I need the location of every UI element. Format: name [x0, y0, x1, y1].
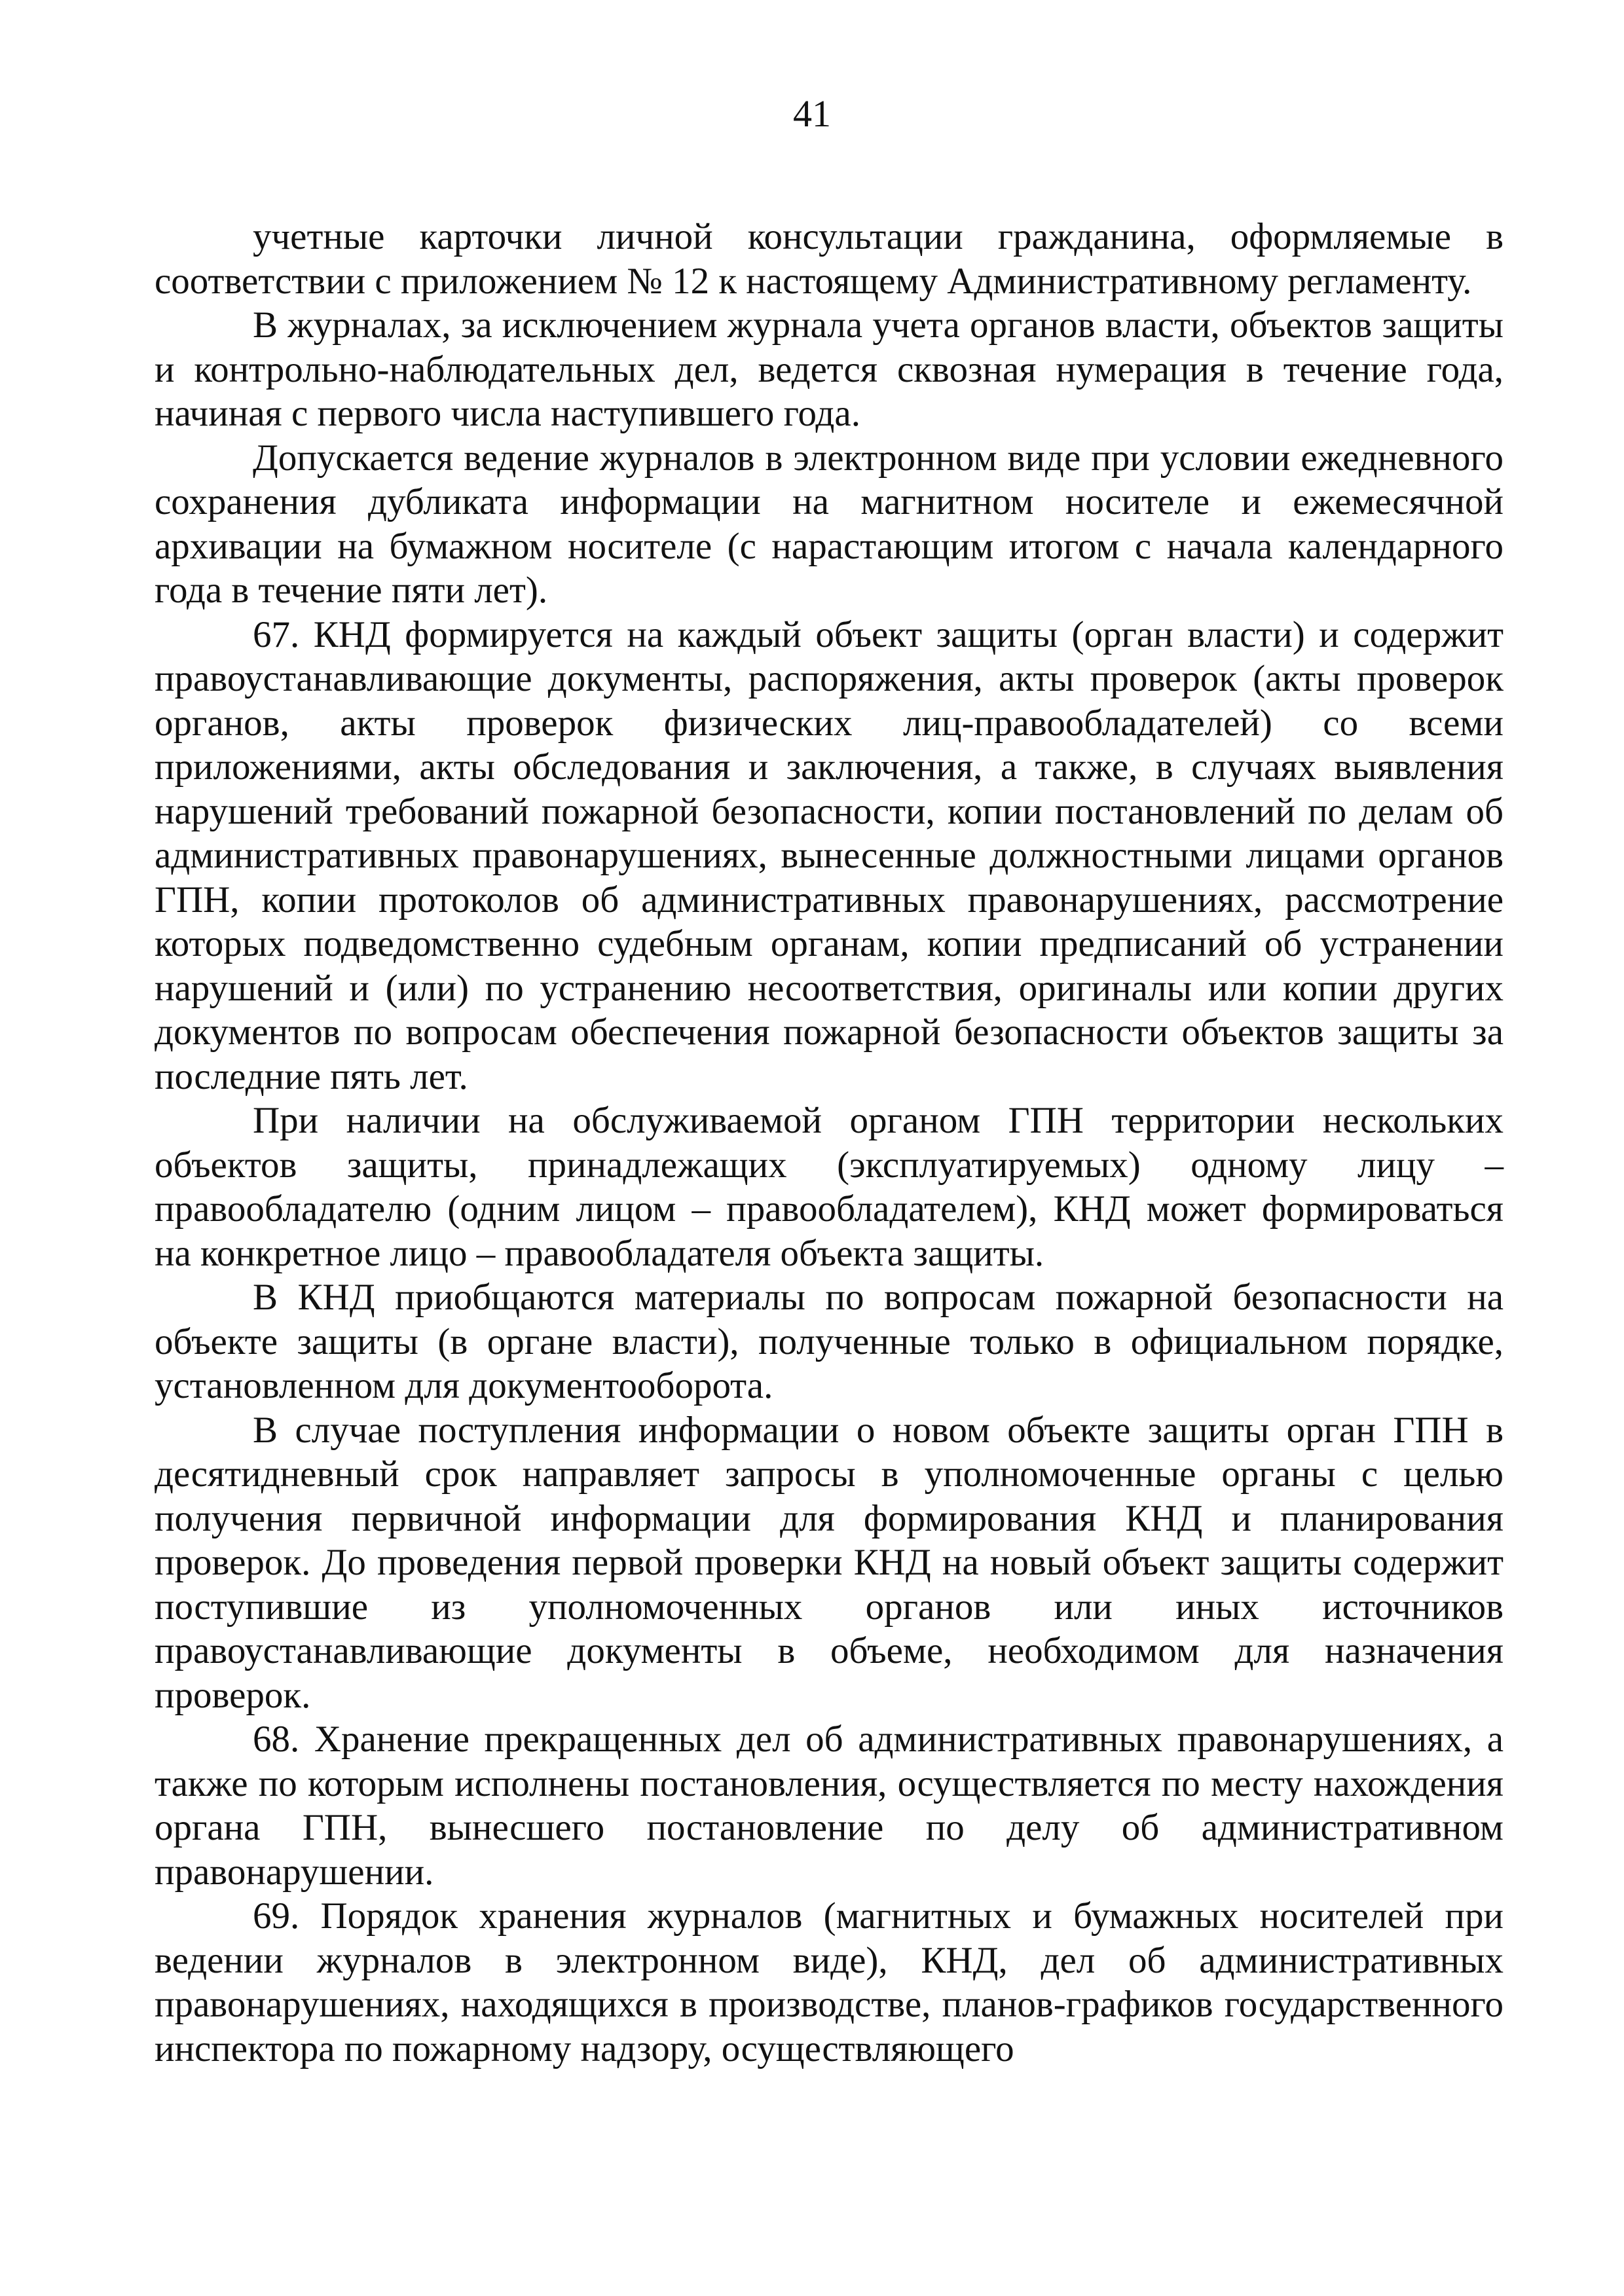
- paragraph-item-67: 67. КНД формируется на каждый объект защиты (орган власти) и содержит правоустанавливающие документы, распоряжения, акты проверок (акты проверок органов, акты проверок физических лиц-правообладателей) со всеми приложениями, акты обследования и заключения, а также, в случаях выявления нарушений требований пожарной безопасности, копии постановлений по делам об административных правонарушениях, вынесенные должностными лицами органов ГПН, копии протоколов об административных правонарушениях, рассмотрение которых подведомственно судебным органам, копии предписаний об устранении нарушений и (или) по устранению несоответствия, оригиналы или копии других документов по вопросам обеспечения пожарной безопасности объектов защиты за последние пять лет.: [155, 613, 1504, 1097]
- page-number: 41: [793, 92, 831, 135]
- document-body: [155, 215, 1504, 2071]
- paragraph-consultation-cards: учетные карточки личной консультации гражданина, оформляемые в соответствии с приложением № 12 к настоящему Административному регламенту.: [155, 216, 1504, 302]
- paragraph-item-68: 68. Хранение прекращенных дел об административных правонарушениях, а также по которым исполнены постановления, осуществляется по месту нахождения органа ГПН, вынесшего постановление по делу об административном правонарушении.: [155, 1719, 1504, 1893]
- paragraph-electronic-journals: Допускается ведение журналов в электронном виде при условии ежедневного сохранения дубликата информации на магнитном носителе и ежемесячной архивации на бумажном носителе (с нарастающим итогом с начала календарного года в течение пяти лет).: [155, 437, 1504, 611]
- paragraph-materials: В КНД приобщаются материалы по вопросам пожарной безопасности на объекте защиты (в органе власти), полученные только в официальном порядке, установленном для документооборота.: [155, 1277, 1504, 1406]
- paragraph-new-object: В случае поступления информации о новом объекте защиты орган ГПН в десятидневный срок направляет запросы в уполномоченные органы с целью получения первичной информации для формирования КНД и планирования проверок. До проведения первой проверки КНД на новый объект защиты содержит поступившие из уполномоченных органов или иных источников правоустанавливающие документы в объеме, необходимом для назначения проверок.: [155, 1409, 1504, 1716]
- paragraph-item-69: 69. Порядок хранения журналов (магнитных и бумажных носителей при ведении журналов в электронном виде), КНД, дел об административных правонарушениях, находящихся в производстве, планов-графиков государственного инспектора по пожарному надзору, осуществляющего: [155, 1895, 1504, 2069]
- paragraph-journal-numbering: В журналах, за исключением журнала учета органов власти, объектов защиты и контрольно-наблюдательных дел, ведется сквозная нумерация в течение года, начиная с первого числа наступившего года.: [155, 304, 1504, 434]
- paragraph-multiple-objects: При наличии на обслуживаемой органом ГПН территории нескольких объектов защиты, принадлежащих (эксплуатируемых) одному лицу – правообладателю (одним лицом – правообладателем), КНД может формироваться на конкретное лицо – правообладателя объекта защиты.: [155, 1100, 1504, 1274]
